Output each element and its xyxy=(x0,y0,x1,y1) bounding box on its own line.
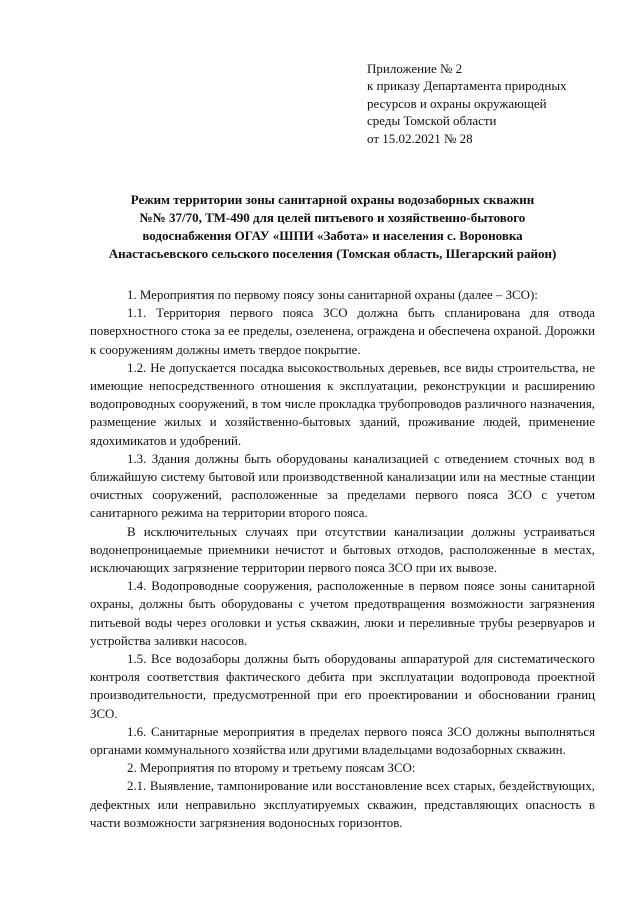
title-line: Режим территории зоны санитарной охраны водозаборных скважин xyxy=(130,192,535,207)
title-line: Анастасьевского сельского поселения (Томская область, Шегарский район) xyxy=(108,246,557,261)
appendix-line: к приказу Департамента природных xyxy=(367,78,567,94)
paragraph-1-6: 1.6. Санитарные мероприятия в пределах первого пояса ЗСО должны выполняться органами коммунального хозяйства или другими владельцами водозаборных скважин. xyxy=(90,724,595,758)
appendix-line: среды Томской области xyxy=(367,113,497,129)
paragraph-1-3: 1.3. Здания должны быть оборудованы канализацией с отведением сточных вод в ближайшую систему бытовой или производственной канализации или на местные станции очистных сооружений, расположенные за пределами первого пояса ЗСО с учетом санитарного режима на территории второго пояса. xyxy=(90,451,595,521)
section-heading-1: 1. Мероприятия по первому поясу зоны санитарной охраны (далее – ЗСО): xyxy=(127,288,538,302)
paragraph-1-5: 1.5. Все водозаборы должны быть оборудованы аппаратурой для систематического контроля соответствия фактического дебита при эксплуатации водопровода проектной производительности, предусмотренной при его проектировании и обосновании границ ЗСО. xyxy=(90,652,595,721)
appendix-line: ресурсов и охраны окружающей xyxy=(367,95,547,111)
appendix-line: Приложение № 2 xyxy=(367,61,463,76)
paragraph-1-4: 1.4. Водопроводные сооружения, расположенные в первом поясе зоны санитарной охраны, должны быть оборудованы с учетом предотвращения возможности загрязнения питьевой воды через оголовки и устья скважин, люки и переливные трубы резервуаров и устройства заливки насосов. xyxy=(90,579,595,648)
paragraph-1-2: 1.2. Не допускается посадка высокоствольных деревьев, все виды строительства, не имеющие непосредственного отношения к эксплуатации, реконструкции и расширению водопроводных сооружений, в том числе прокладка трубопроводов различного назначения, размещение жилых и хозяйственно-бытовых зданий, проживание людей, применение ядохимикатов и удобрений. xyxy=(90,360,595,448)
appendix-header xyxy=(367,60,617,147)
document-title xyxy=(95,191,570,263)
document-body xyxy=(90,286,595,832)
paragraph-1-1: 1.1. Территория первого пояса ЗСО должна быть спланирована для отвода поверхностного стока за ее пределы, озеленена, ограждена и обеспечена охраной. Дорожки к сооружениям должны иметь твердое покрытие. xyxy=(90,306,595,357)
paragraph-2-1: 2.1. Выявление, тампонирование или восстановление всех старых, бездействующих, дефектных или неправильно эксплуатируемых скважин, представляющих опасность в части возможности загрязнения водоносных горизонтов. xyxy=(90,779,595,830)
appendix-line: от 15.02.2021 № 28 xyxy=(367,130,473,146)
paragraph-1-3-exception: В исключительных случаях при отсутствии канализации должны устраиваться водонепроницаемые приемники нечистот и бытовых отходов, расположенные в местах, исключающих загрязнение территории первого пояса ЗСО при их вывозе. xyxy=(90,524,595,576)
section-heading-2: 2. Мероприятия по второму и третьему поясам ЗСО: xyxy=(127,761,416,776)
title-line: №№ 37/70, ТМ-490 для целей питьевого и хозяйственно-бытового xyxy=(139,210,526,225)
title-line: водоснабжения ОГАУ «ШПИ «Забота» и населения с. Вороновка xyxy=(142,228,523,243)
